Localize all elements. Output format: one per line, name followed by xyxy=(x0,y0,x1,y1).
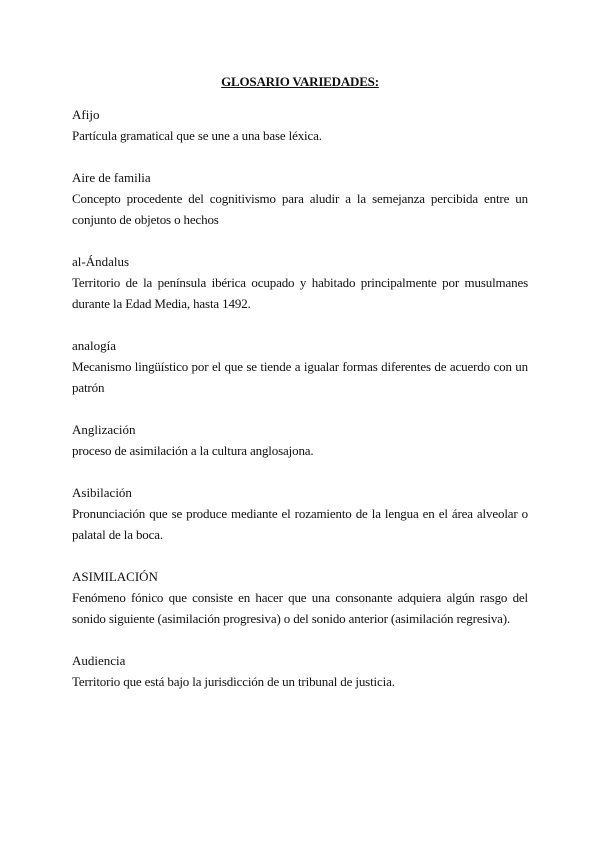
glossary-definition: Partícula gramatical que se une a una base léxica. xyxy=(72,128,322,143)
document-title: GLOSARIO VARIEDADES: xyxy=(221,74,379,89)
glossary-term: analogía xyxy=(72,338,117,353)
glossary-entry-asibilacion xyxy=(72,482,528,545)
glossary-term: Asibilación xyxy=(72,485,132,500)
glossary-list xyxy=(72,104,528,692)
glossary-entry-analogia xyxy=(72,335,528,398)
glossary-definition: Territorio de la península ibérica ocupado y habitado principalmente por musulmanes durante la Edad Media, hasta 1492. xyxy=(72,275,528,311)
glossary-entry-audiencia xyxy=(72,650,528,692)
glossary-term: Audiencia xyxy=(72,653,126,668)
glossary-term: Anglización xyxy=(72,422,136,437)
glossary-entry-anglizacion xyxy=(72,419,528,461)
glossary-definition: Pronunciación que se produce mediante el rozamiento de la lengua en el área alveolar o palatal de la boca. xyxy=(72,506,528,542)
glossary-term: ASIMILACIÓN xyxy=(72,569,158,584)
glossary-term: al-Ándalus xyxy=(72,254,130,269)
glossary-entry-aire-de-familia xyxy=(72,167,528,230)
glossary-term: Afijo xyxy=(72,107,100,122)
glossary-definition: Fenómeno fónico que consiste en hacer que una consonante adquiera algún rasgo del sonido siguiente (asimilación progresiva) o del sonido anterior (asimilación regresiva). xyxy=(72,590,528,626)
glossary-entry-afijo xyxy=(72,104,528,146)
glossary-term: Aire de familia xyxy=(72,170,151,185)
glossary-definition: proceso de asimilación a la cultura anglosajona. xyxy=(72,443,314,458)
glossary-entry-asimilacion xyxy=(72,566,528,629)
glossary-definition: Mecanismo lingüístico por el que se tiende a igualar formas diferentes de acuerdo con un patrón xyxy=(72,359,528,395)
glossary-definition: Territorio que está bajo la jurisdicción de un tribunal de justicia. xyxy=(72,674,395,689)
glossary-entry-al-andalus xyxy=(72,251,528,314)
glossary-definition: Concepto procedente del cognitivismo para aludir a la semejanza percibida entre un conjunto de objetos o hechos xyxy=(72,191,528,227)
